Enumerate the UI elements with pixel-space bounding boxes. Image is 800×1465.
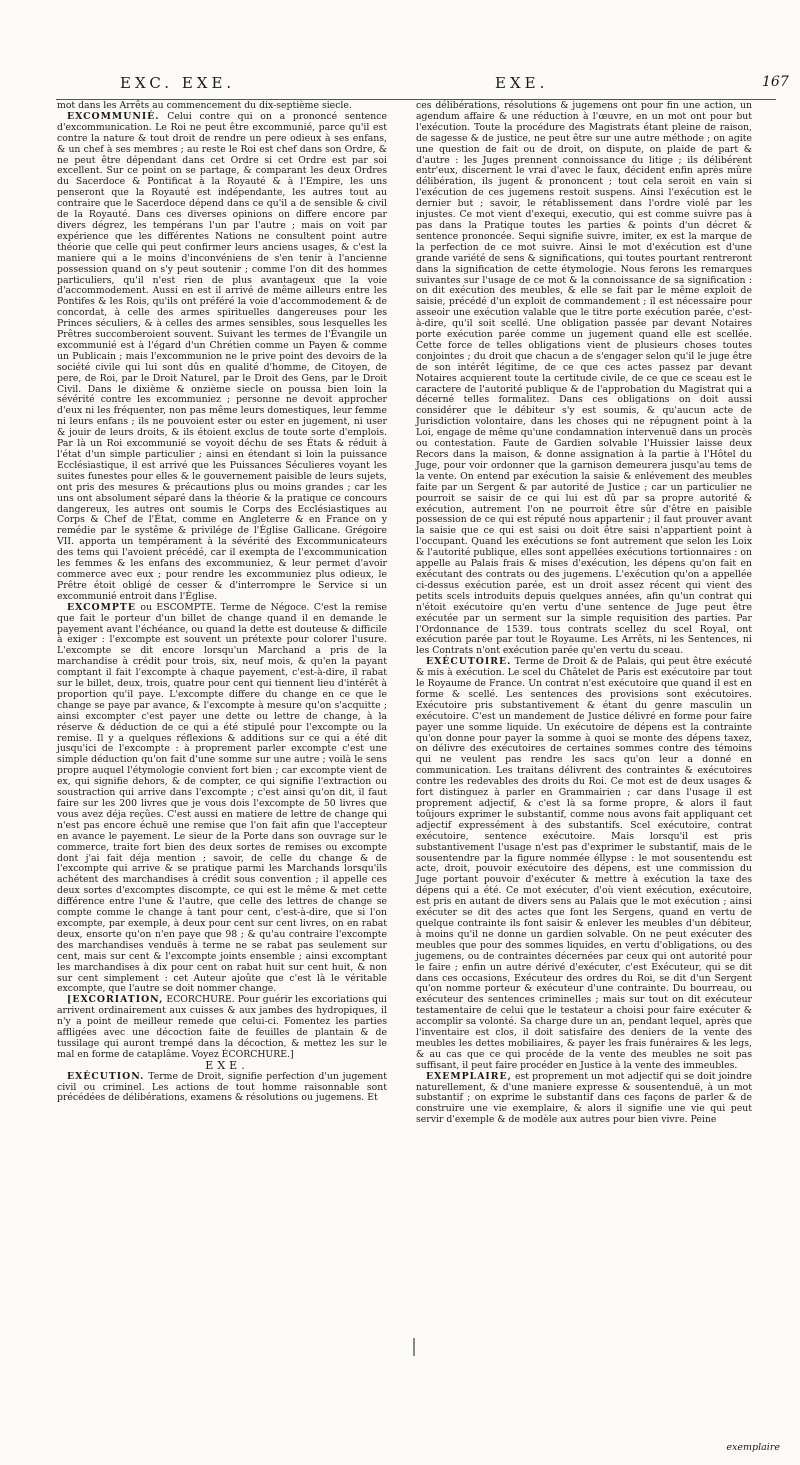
entry-text: Celui contre qui on a prononcé sentence d'excommunication. Le Roi ne peut être excommunié, parce qu'il est contre la nature & tout droit de rendre un pere odieux à ses enfans, & un chef à ses membres ; au reste le Roi est chef dans son Ordre, & ne peut être dépendant dans cet Ordre si cet Ordre est par soi excellent. Sur ce point on se partage, & comparant les deux Ordres du Sacerdoce & Pontificat à la Royauté & à l'Empire, les uns penseront que la Royauté est indépendante, les autres tout au contraire que le Sacerdoce dépend dans ce qu'il a de sensible & civil de la Royauté. Dans ces diverses opinions on differe encore par divers dégrez, les tempérans l'un par l'autre ; mais on voit par expérience que les différentes Nations ne consultent point autre théorie que celle qui peut confirmer leurs anciens usages, & c'est la maniere qui a le moins d'inconvéniens de s'en tenir à l'ancienne possession quand on s'y peut soutenir ; comme l'on dit des hommes particuliers, qu'il n'est rien de plus avantageux que la voie d'accommodement. Aussi en est il arrivé de même ailleurs entre les Pontifes & les Rois, qu'ils ont préféré la voie d'accommodement & de concordat, à celle des armes spirituelles dangereuses pour les Princes séculiers, & à celles des armes sensibles, sous lesquelles les Prêtres succomberoient souvent. Suivant les termes de l'Évangile un excommunié est à l'égard d'un Chrétien comme un Payen & comme un Publicain ; mais l'excommunion ne le prive point des devoirs de la société civile qui lui sont dûs en qualité d'homme, de Citoyen, de pere, de Roi, par le Droit Naturel, par le Droit des Gens, par le Droit Civil. Dans le dixième & onzième siecle on poussa bien loin la sévérité contre les excommuniez ; personne ne devoit approcher d'eux ni les fréquenter, non pas même leurs domestiques, leur femme ni leurs enfans ; ils ne pouvoient ester ou ester en jugement, ni user & jouir de leurs droits, & ils étoient exclus de toute sorte d'emplois. Par là un Roi excommunié se voyoit déchu de ses États & réduit à l'état d'un simple particulier ; ainsi en étendant si loin la puissance Ecclésiastique, il est arrivé que les Puissances Séculieres voyant les suites funestes pour elles & le gouvernement paisible de leurs sujets, ont pris des mesures & précautions plus ou moins grandes ; car les uns ont absolument séparé dans la théorie & la pratique ce concours dangereux, les autres ont soumis le Corps des Ecclésiastiques au Corps & Chef de l'État, comme en Angleterre & en France on y remédie par le systême & privilége de l'Église Gallicane. Grégoire VII. apporta un tempérament à la sévérité des Excommunicateurs des tems qui l'avoient précédé, car il exempta de l'excommunication les femmes & les enfans des excommuniez, & leur permet d'avoir commerce avec eux ; pour rendre les excommuniez plus odieux, le Prêtre étoit obligé de cesser & d'interrompre le Service si un excommunié entroit dans l'Église.: [57, 110, 387, 602]
entry-text: ECORCHURE. Pour guérir les excoriations qui arrivent ordinairement aux cuisses & aux jambes des hydropiques, il n'y a point de meilleur remede que celui-ci. Fomentez les parties affligées avec une décoction faite de feuilles de plantain & de tussilage qui auront trempé dans la décoction, & mettez les sur le mal en forme de cataplâme. Voyez ÉCORCHURE.]: [57, 994, 387, 1060]
page-number: 167: [762, 74, 789, 90]
catchword: exemplaire: [726, 1442, 780, 1453]
entry-text: Terme de Droit, signifie perfection d'un jugement civil ou criminel. Les actions de tout homme raisonnable sont précédées de délibérations, examens & résolutions ou jugemens. Et: [57, 1070, 387, 1104]
headword: EXCOMMUNIÉ.: [67, 110, 160, 122]
entry-excoriation: [57, 995, 387, 1060]
headword: [EXCORIATION,: [67, 994, 164, 1006]
headword: EXÉCUTOIRE.: [426, 656, 512, 668]
entry-execution: [57, 1072, 387, 1105]
entry-excommunie: [57, 112, 387, 603]
paragraph: mot dans les Arrêts au commencement du dix-septième siecle.: [57, 100, 352, 111]
right-column: [416, 101, 752, 1126]
running-head-left: EXC. EXE.: [120, 74, 236, 92]
entry-excompte: [57, 603, 387, 996]
running-head-right: EXE.: [495, 74, 549, 92]
headword: EXCOMPTE: [67, 601, 136, 613]
entry-text: Terme de Droit & de Palais, qui peut être exécuté & mis à exécution. Le scel du Châtelet de Paris est exécutoire par tout le Royaume de France. Un contrat n'est exécutoire que quand il est en forme & scellé. Les sentences des provisions sont exécutoires. Exécutoire pris substantivement & étant du genre masculin un exécutoire. C'est un mandement de Justice délivré en forme pour faire payer une somme liquide. Un exécutoire de dépens est la contrainte qu'on donne pour payer la somme à quoi se monte des dépens taxez, on délivre des exécutoires de certaines sommes contre des témoins qui ne veulent pas rendre les sacs qu'on leur a donné en communication. Les traitans délivrent des contraintes & exécutoires contre les redevables des droits du Roi. Ce mot est de deux usages & fort distinguez à parler en Grammairien ; car dans l'usage il est proprement adjectif, & c'est là sa forme propre, & alors il faut toûjours exprimer le substantif, comme nous avons fait appliquant cet adjectif expressément à des substantifs. Scel exécutoire, contrat exécutoire, sentence exécutoire. Mais lorsqu'il est pris substantivement l'usage n'est pas d'exprimer le substantif, mais de le sousentendre par la figure nommée éllypse : le mot sousentendu est acte, droit, pouvoir exécutoire des dépens, est une commission du Juge portant pouvoir d'exécuter & mettre à exécution la taxe des dépens qui a été. Ce mot exécuter, d'où vient exécution, exécutoire, est pris en autant de divers sens au Palais que le mot exécution ; ainsi exécuter se dit des actes que font les Sergens, quand en vertu de quelque contrainte ils font saisir & enlever les meubles d'un débiteur, à moins qu'il ne donne un gardien solvable. On ne peut exécuter des meubles que pour des sommes liquides, en vertu d'obligations, ou des jugemens, ou de contraintes décernées par ceux qui ont autorité pour le faire ; enfin un autre dérivé d'exécuter, c'est Exécuteur, qui se dit dans ces occasions, Exécuteur des ordres du Roi, se dit d'un Sergent qu'on nomme porteur & exécuteur d'une contrainte. Du bourreau, ou exécuteur des sentences criminelles ; mais sur tout on dit exécuteur testamentaire de celui que le testateur a choisi pour faire exécuter & accomplir sa volonté. Sa charge dure un an, pendant lequel, après que l'inventaire est clos, il doit satisfaire des deniers de la vente des meubles les dettes mobiliaires, & payer les frais funéraires & les legs, & au cas que ce qui procéde de la vente des meubles ne soit pas suffisant, il peut faire procéder en Justice à la vente des immeubles.: [416, 656, 752, 1071]
gutter-mark: [413, 1338, 415, 1356]
entry-executoire: [416, 657, 752, 1071]
headword: EXEMPLAIRE,: [426, 1070, 512, 1082]
entry-text: ou ESCOMPTE. Terme de Négoce. C'est la remise que fait le porteur d'un billet de change quand il en demande le payement avant l'échéance, ou quand la dette est douteuse & difficile à exiger : l'excompte est souvent un prétexte pour colorer l'usure. L'excompte se dit encore lorsqu'un Marchand a pris de la marchandise à crédit pour trois, six, neuf mois, & qu'en la payant comptant il fait l'excompte à chaque payement, c'est-à-dire, il rabat sur le billet, deux, trois, quatre pour cent qui tiennent lieu d'intérêt à proportion qu'il paye. L'excompte differe du change en ce que le change se paye par avance, & l'excompte à mesure qu'on s'acquitte ; ainsi excompter c'est payer une dette ou lettre de change, à la réserve & déduction de ce qui a été stipulé pour l'excompte ou la remise. Il y a quelques réflexions & additions sur ce qui a été dit jusqu'ici de l'excompte : à proprement parler excompte c'est une simple déduction qu'on fait d'une somme sur une autre ; voilà le sens propre auquel l'étymologie convient fort bien ; car excompte vient de ex, qui signifie dehors, & de compter, ce qui signifie l'extraction ou soustraction qui arrive dans l'excompte ; c'est ainsi qu'on dit, il faut faire sur les 200 livres que je vous dois l'excompte de 50 livres que vous avez déja reçûes. C'est aussi en matiere de lettre de change qui n'est pas encore échuë une remise que l'on fait afin que l'accepteur en avance le payement. Le sieur de la Porte dans son ouvrage sur le commerce, traite fort bien des deux sortes de remises ou excompte dont j'ai fait déja mention ; savoir, de celle du change & de l'excompte qui arrive & se pratique parmi les Marchands lorsqu'ils achétent des marchandises à crédit sous convention ; il appelle ces deux sortes d'excomptes discompte, ce qui est le même & met cette différence entre l'une & l'autre, que celle des lettres de change se compte comme le change à tant pour cent, c'est-à-dire, que si l'on excompte, par exemple, à deux pour cent sur cent livres, on en rabat deux, ensorte qu'on n'en paye que 98 ; & qu'au contraire l'excompte des marchandises venduës à terme ne se rabat pas seulement sur cent, mais sur cent & l'excompte joints ensemble ; ainsi excomptant les marchandises à dix pour cent on rabat huit sur cent huit, & non sur cent simplement : cet Auteur ajoûte que c'est là le véritable excompte, que l'autre se doit nommer change.: [57, 601, 387, 995]
headword: EXÉCUTION.: [67, 1070, 145, 1082]
section-head: EXE.: [205, 1058, 249, 1072]
entry-text: est proprement un mot adjectif qui se doit joindre naturellement, & d'une maniere expresse & sousentenduë, à un mot substantif ; on exprime le substantif dans ces façons de parler & de construire une vie exemplaire, & alors il signifie une vie qui peut servir d'exemple & de modèle aux autres pour bien vivre. Peine: [416, 1070, 752, 1126]
left-column: [57, 101, 387, 1104]
paragraph: ces délibérations, résolutions & jugemens ont pour fin une action, un agendum affaire & une réduction à l'œuvre, en un mot ont pour but l'exécution. Toute la procédure des Magistrats étant pleine de raison, de sagesse & de justice, ne peut être sur une autre méthode ; on agite une question de fait ou de droit, on dispute, on plaide de part & d'autre : les Juges prennent connoissance du litige ; ils délibérent entr'eux, discernent le vrai d'avec le faux, décident enfin après mûre délibération, ils jugent & prononcent ; tout cela seroit en vain si l'exécution de ces jugemens restoit suspens. Ainsi l'exécution est le dernier but ; savoir, le rétablissement dans l'ordre violé par les injustes. Ce mot vient d'exequi, executio, qui est comme suivre pas à pas dans la Pratique toutes les parties & points d'un décret & sentence prononcée. Sequi signifie suivre, imiter, ex est la marque de la perfection de ce mot suivre. Ainsi le mot d'exécution est d'une grande variété de sens & significations, qui toutes pourtant rentreront dans la signification de cette étymologie. Nous ferons les remarques suivantes sur l'usage de ce mot & la connoissance de sa signification : on dit exécution des meubles, & elle se fait par le même exploit de saisie, précédé d'un exploit de commandement ; il est nécessaire pour asseoir une exécution valable que le titre porte exécution parée, c'est-à-dire, qu'il soit scellé. Une obligation passée par devant Notaires porte exécution parée comme un jugement quand elle est scellée. Cette force de telles obligations vient de plusieurs choses toutes conjointes ; du droit que chacun a de s'engager selon qu'il le juge être de son intérêt légitime, de ce que ces actes passez par devant Notaires acquierent toute la certitude civile, de ce que ce sceau est le caractere de l'autorité publique & de l'approbation du Magistrat qui a décerné telles formalitez. Dans ces obligations on doit aussi considérer que le débiteur s'y est soumis, & qu'aucun acte de Jurisdiction volontaire, dans les choses qui ne répugnent point à la Loi, engage de même qu'une condamnation intervenuë dans un procès ou contestation. Faute de Gardien solvable l'Huissier laisse deux Recors dans la maison, & donne assignation à la partie à l'Hôtel du Juge, pour voir ordonner que la garnison demeurera jusqu'au tems de la vente. On entend par exécution la saisie & enlévement des meubles faite par un Sergent & par autorité de Justice ; car un particulier ne pourroit se saisir de ce qui lui est dû par sa propre autorité & exécution, autrement l'on ne pourroit être sûr d'être en paisible possession de ce qui est réputé nous appartenir ; il faut prouver avant la saisie que ce qui est saisi ou doit être saisi n'appartient point à l'occupant. Quand les exécutions se font autrement que selon les Loix & l'autorité publique, elles sont appellées exécutions tortionnaires : on appelle au Palais frais & mises d'exécution, les dépens qu'on fait en exécutant des contrats ou des jugemens. L'exécution qu'on a appellée ci-dessus exécution parée, est un droit assez récent qui vient des petits scels introduits depuis quelques années, afin qu'un contrat qui n'étoit exécutoire qu'en vertu d'une sentence de Juge peut être exécutée par un serment sur la simple requisition des parties. Par l'Ordonnance de 1539. tous contrats scellez du scel Royal, ont exécution parée par tout le Royaume. Les Arrêts, ni les Sentences, ni les Contrats n'ont exécution parée qu'en vertu du sceau.: [416, 100, 752, 657]
running-head: [0, 74, 800, 100]
entry-exemplaire: [416, 1072, 752, 1127]
